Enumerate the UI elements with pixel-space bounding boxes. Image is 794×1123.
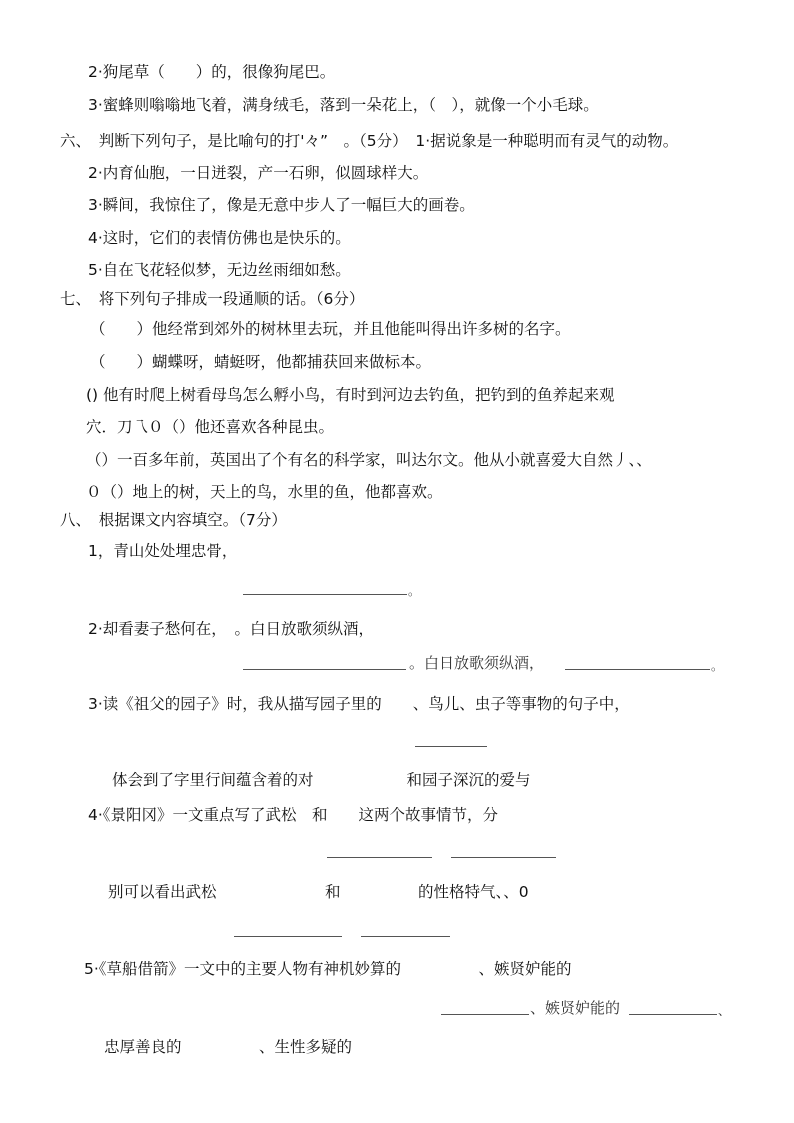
s6-item-2: 2·内育仙胞，一日迸裂，产一石卵，似圆球样大。 — [88, 164, 429, 182]
q-fill-2: 2·狗尾草（ ）的，很像狗尾巴。 — [88, 63, 336, 81]
q-fill-3: 3·蜜蜂则嗡嗡地飞着，满身绒毛，落到一朵花上，（ ），就像一个小毛球。 — [88, 96, 599, 114]
s8-q3-cont: 体会到了字里行间蕴含着的对 和园子深沉的爱与 — [112, 771, 531, 789]
s6-item-3: 3·瞬间，我惊住了，像是无意中步人了一幅巨大的画卷。 — [88, 196, 475, 214]
s7-sentence-1: （ ）他经常到郊外的树林里去玩，并且他能叫得出许多树的名字。 — [90, 320, 571, 338]
answer-blank[interactable] — [327, 857, 432, 858]
s7-sentence-5: （）一百多年前，英国出了个有名的科学家，叫达尔文。他从小就喜爱大自然丿、、 — [86, 451, 652, 469]
answer-blank[interactable] — [361, 936, 450, 937]
answer-blank[interactable] — [415, 746, 487, 747]
answer-blank[interactable] — [243, 669, 406, 670]
s6-item-5: 5·自在飞花轻似梦，无边丝雨细如愁。 — [88, 261, 351, 279]
answer-blank[interactable] — [565, 669, 710, 670]
s8-q5: 5·《草船借箭》一文中的主要人物有神机妙算的 、嫉贤妒能的 — [84, 960, 572, 978]
s8-q3: 3·读《祖父的园子》时，我从描写园子里的 、鸟儿、虫子等事物的句子中， — [88, 695, 630, 713]
s7-sentence-6: ０（）地上的树，天上的鸟，水里的鱼，他都喜欢。 — [86, 483, 443, 501]
s7-sentence-2: （ ）蝴蝶呀，蜻蜓呀，他都捕获回来做标本。 — [90, 353, 432, 371]
comma-mark: 、 — [718, 1004, 731, 1018]
answer-blank[interactable] — [451, 857, 556, 858]
answer-blank[interactable] — [243, 594, 407, 595]
s8-q2: 2·却看妻子愁何在， 。白日放歌须纵酒， — [88, 620, 375, 638]
s7-sentence-4: 穴．刀乁０（）他还喜欢各种昆虫。 — [86, 418, 335, 436]
cut-text: 。白日放歌须纵酒， — [409, 654, 545, 672]
s7-sentence-3: () 他有时爬上树看母鸟怎么孵小鸟，有时到河边去钓鱼，把钓到的鱼养起来观 — [86, 386, 615, 404]
s6-item-4: 4·这时，它们的表情仿佛也是快乐的。 — [88, 229, 351, 247]
s8-q4-cont: 别可以看出武松 和 的性格特气、、0 — [108, 883, 529, 901]
cut-text: 、嫉贤妒能的 — [530, 999, 621, 1017]
s8-q1: 1，青山处处埋忠骨， — [88, 542, 238, 560]
s8-q4: 4·《景阳冈》一文重点写了武松 和 这两个故事情节，分 — [88, 806, 499, 824]
answer-blank[interactable] — [629, 1014, 717, 1015]
period-mark: 。 — [711, 659, 724, 673]
section-6-heading: 六、 判断下列句子，是比喻句的打'々” 。（5分） 1·据说象是一种聪明而有灵气的动物。 — [60, 132, 679, 150]
section-8-heading: 八、 根据课文内容填空。（7分） — [60, 511, 287, 529]
answer-blank[interactable] — [441, 1014, 529, 1015]
s8-q5-cont: 忠厚善良的 、生性多疑的 — [104, 1038, 353, 1056]
section-7-heading: 七、 将下列句子排成一段通顺的话。（6分） — [60, 290, 365, 308]
answer-blank[interactable] — [234, 936, 342, 937]
period-mark: 。 — [408, 584, 421, 598]
